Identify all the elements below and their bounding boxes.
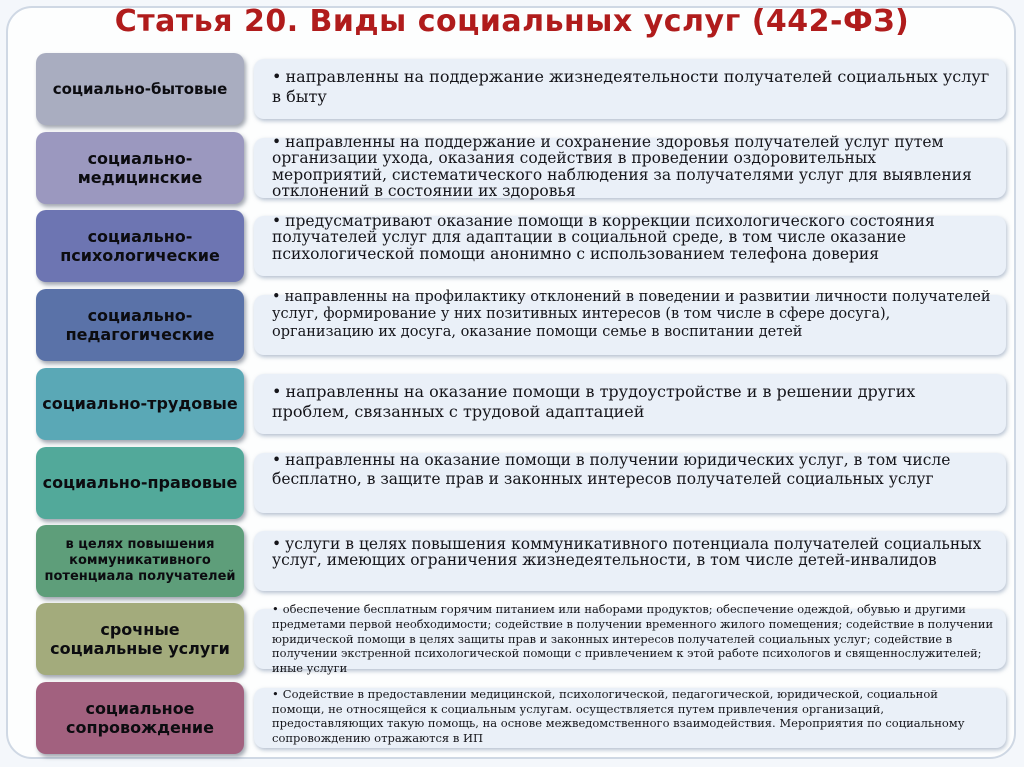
service-row-household	[0, 53, 1024, 125]
description-text: • услуги в целях повышения коммуникативного потенциала получателей социальных услуг, имеющих ограничения жизнедеятельности, в том числе детей-инвалидов	[272, 535, 982, 570]
description-text: • направленны на поддержание и сохранение здоровья получателей услуг путем организации ухода, оказания содействия в проведении оздоровительных мероприятий, систематического наблюдения за получателями услуг для выявления отклонений в состоянии их здоровья	[272, 133, 972, 200]
category-label: в целях повышения коммуникативного потенциала получателей	[36, 525, 244, 597]
description-text: • Содействие в предоставлении медицинской, психологической, педагогической, юридической, социальной помощи, не относящейся к социальным услугам. осуществляется путем привлечения организаций, предоставляющих такую помощь, на основе межведомственного взаимодействия. Мероприятия по социальному сопровождению отражаются в ИП	[272, 687, 965, 746]
description-text: • предусматривают оказание помощи в коррекции психологического состояния получателей услуг для адаптации в социальной среде, в том числе оказание психологической помощи анонимно с использованием телефона доверия	[272, 212, 935, 263]
service-row-pedagogical	[0, 289, 1024, 361]
category-label: социально-психологические	[36, 210, 244, 282]
service-row-psychological	[0, 210, 1024, 282]
service-row-medical	[0, 132, 1024, 204]
category-label: социально-бытовые	[36, 53, 244, 125]
service-row-legal	[0, 447, 1024, 519]
service-row-labor	[0, 368, 1024, 440]
description-text: • направленны на профилактику отклонений в поведении и развитии личности получателей услуг, формирование у них позитивных интересов (в том числе в сфере досуга), организацию их досуга, оказание помощи семье в воспитании детей	[272, 289, 991, 340]
description-text: • обеспечение бесплатным горячим питанием или наборами продуктов; обеспечение одеждой, обувью и другими предметами первой необходимости; содействие в получении временного жилого помещения; содействие в получении юридической помощи в целях защиты прав и законных интересов получателей социальных услуг; содействие в получении экстренной психологической помощи с привлечением к этой работе психологов и священнослужителей; иные услуги	[272, 602, 994, 676]
service-row-communicative	[0, 525, 1024, 597]
category-label: социально-медицинские	[36, 132, 244, 204]
description-text: • направленны на оказание помощи в трудоустройстве и в решении других проблем, связанных с трудовой адаптацией	[272, 382, 916, 421]
category-label: социальное сопровождение	[36, 682, 244, 754]
service-row-support	[0, 682, 1024, 754]
category-label: социально-педагогические	[36, 289, 244, 361]
service-row-urgent	[0, 603, 1024, 675]
category-label: срочные социальные услуги	[36, 603, 244, 675]
page-title: Статья 20. Виды социальных услуг (442-ФЗ)	[114, 4, 910, 39]
description-text: • направленны на оказание помощи в получении юридических услуг, в том числе бесплатно, в защите прав и законных интересов получателей социальных услуг	[272, 451, 951, 489]
description-text: • направленны на поддержание жизнедеятельности получателей социальных услуг в быту	[272, 67, 990, 106]
category-label: социально-правовые	[36, 447, 244, 519]
category-label: социально-трудовые	[36, 368, 244, 440]
